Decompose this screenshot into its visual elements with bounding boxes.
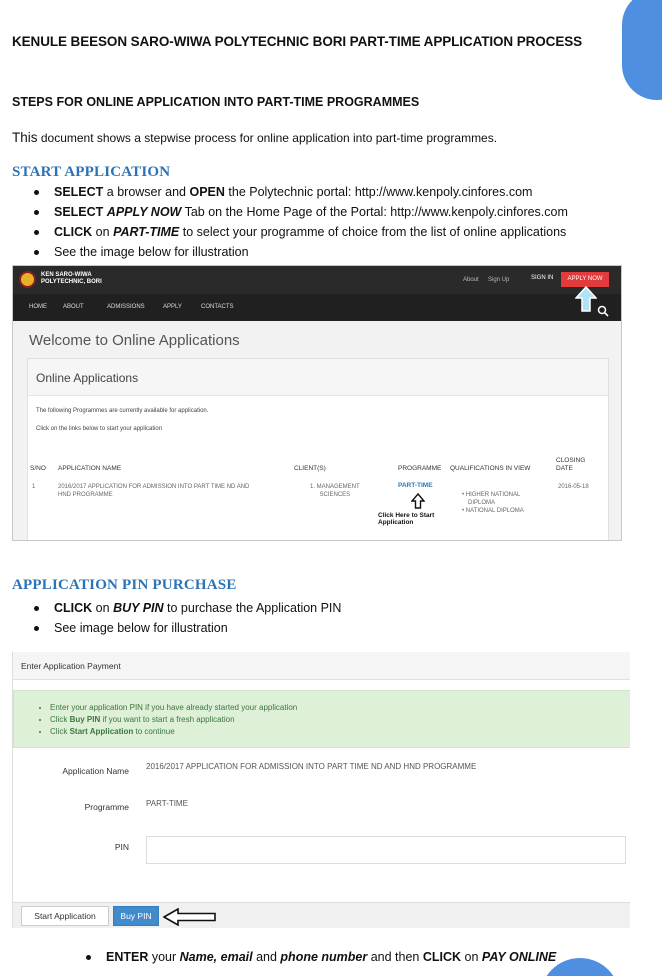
application-name-value: 2016/2017 APPLICATION FOR ADMISSION INTO PART TIME ND AND HND PROGRAMME [146,762,477,771]
click-here-annotation: Click Here to Start Application [378,512,435,526]
arrow-left-icon [163,908,217,928]
welcome-heading: Welcome to Online Applications [29,332,240,349]
col-date: DATE [556,465,573,472]
arrow-up-icon [575,286,597,312]
list-item: See image below for illustration [30,618,341,638]
nav-home[interactable]: HOME [29,304,47,310]
programme-label: Programme [84,802,129,812]
col-closing: CLOSING [556,457,586,464]
cell-sno: 1 [32,484,36,490]
buy-pin-button[interactable]: Buy PIN [113,906,159,926]
signin-button[interactable]: SIGN IN [531,275,554,281]
nav-contacts[interactable]: CONTACTS [201,304,234,310]
about-link[interactable]: About [463,277,479,283]
list-item: SELECT APPLY NOW Tab on the Home Page of the Portal: http://www.kenpoly.cinfores.com [30,202,568,222]
pin-steps-list [30,598,341,638]
decorative-blue-shape [622,0,662,100]
col-programme: PROGRAMME [398,465,442,472]
intro-paragraph: This document shows a stepwise process for online application into part-time programmes. [12,130,498,145]
online-applications-card [27,358,609,541]
alert-item: • Click Buy PIN if you want to start a fresh application [50,714,606,726]
document-title: KENULE BEESON SARO-WIWA POLYTECHNIC BORI PART-TIME APPLICATION PROCESS [12,34,583,49]
nav-about[interactable]: ABOUT [63,304,84,310]
list-item: CLICK on PART-TIME to select your programme of choice from the list of online applications [30,222,568,242]
info-alert [13,690,630,748]
portal-topbar [13,266,621,294]
click-note: Click on the links below to start your application [36,426,163,432]
pin-input[interactable] [146,836,626,864]
alert-item: • Enter your application PIN if you have already started your application [50,702,606,714]
start-steps-list [30,182,568,262]
list-item: See the image below for illustration [30,242,568,262]
nav-apply[interactable]: APPLY [163,304,182,310]
steps-heading: STEPS FOR ONLINE APPLICATION INTO PART-TIME PROGRAMMES [12,95,420,109]
portal-brand: KEN SARO-WIWA POLYTECHNIC, BORI [41,272,102,285]
portal-nav [13,294,621,321]
portal-screenshot [12,265,622,541]
last-step-list [82,947,556,967]
alert-item: • Click Start Application to continue [50,726,606,738]
search-icon[interactable] [597,304,609,322]
apply-now-button[interactable]: APPLY NOW [561,272,609,287]
available-note: The following Programmes are currently available for application. [36,408,209,414]
list-item: CLICK on BUY PIN to purchase the Application PIN [30,598,341,618]
part-time-link[interactable]: PART-TIME [398,482,433,489]
list-item: ENTER your Name, email and phone number and then CLICK on PAY ONLINE [82,947,556,967]
col-clients: CLIENT(S) [294,465,326,472]
list-item: SELECT a browser and OPEN the Polytechnic portal: http://www.kenpoly.cinfores.com [30,182,568,202]
payment-heading: Enter Application Payment [13,652,630,680]
nav-admissions[interactable]: ADMISSIONS [107,304,145,310]
card-title: Online Applications [28,359,608,396]
col-qualifications: QUALIFICATIONS IN VIEW [450,465,531,472]
polytechnic-logo-icon [19,271,36,288]
cell-qualifications: • HIGHER NATIONAL DIPLOMA • NATIONAL DIPLOMA [462,492,524,514]
programme-value: PART-TIME [146,799,188,808]
payment-screenshot [12,652,630,928]
signup-link[interactable]: Sign Up [488,277,510,283]
pin-label: PIN [114,842,129,852]
cell-app-name: 2016/2017 APPLICATION FOR ADMISSION INTO PART TIME ND AND HND PROGRAMME [58,484,250,498]
pin-purchase-heading: APPLICATION PIN PURCHASE [12,577,237,593]
arrow-up-icon [411,493,425,514]
application-name-label: Application Name [62,766,129,776]
start-application-button[interactable]: Start Application [21,906,109,926]
col-application-name: APPLICATION NAME [58,465,122,472]
col-sno: S/NO [30,465,46,472]
cell-closing-date: 2016-05-18 [558,484,589,490]
cell-client: 1. MANAGEMENT SCIENCES [310,484,360,498]
start-application-heading: START APPLICATION [12,164,171,180]
